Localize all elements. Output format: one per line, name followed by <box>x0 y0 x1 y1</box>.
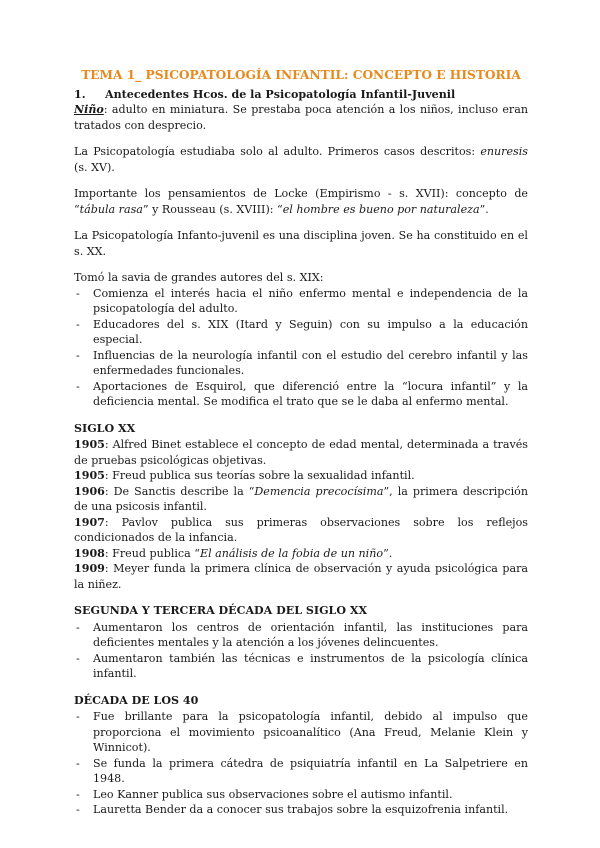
entry-text: ”, la primera descripción de una psicosis infantil. <box>74 484 528 513</box>
timeline-entry <box>74 546 528 562</box>
entry-year: 1905 <box>74 469 105 482</box>
list-item-text: Influencias de la neurología infantil con el estudio del cerebro infantil y las enfermedades funcionales. <box>93 348 528 377</box>
segunda-tercera-list <box>74 620 528 682</box>
list-item <box>74 709 528 756</box>
entry-text: ”. <box>383 546 393 560</box>
bullet-dash: - <box>76 317 80 331</box>
entry-italic: El análisis de la fobia de un niño <box>199 546 384 560</box>
timeline-entry <box>74 468 528 484</box>
heading-siglo-xx: SIGLO XX <box>74 421 136 435</box>
list-item <box>74 348 528 379</box>
bullet-dash: - <box>76 379 80 393</box>
entry-text: : De Sanctis describe la “ <box>104 484 255 498</box>
entry-text: : Alfred Binet establece el concepto de edad mental, determinada a través de pruebas psicológicas objetivas. <box>74 438 528 467</box>
heading-segunda-tercera: SEGUNDA Y TERCERA DÉCADA DEL SIGLO XX <box>74 604 368 617</box>
term-tabula-rasa: tábula rasa <box>79 202 143 216</box>
timeline-entry <box>74 437 528 468</box>
section-heading-text: Antecedentes Hcos. de la Psicopatología Infantil-Juvenil <box>105 87 456 101</box>
bullet-dash: - <box>76 286 80 300</box>
entry-italic: Demencia precocísima <box>254 484 384 498</box>
entry-year: 1909 <box>74 562 105 575</box>
bullet-dash: - <box>76 756 80 770</box>
entry-year: 1907 <box>74 515 105 529</box>
entry-text: : Freud publica sus teorías sobre la sexualidad infantil. <box>104 469 415 482</box>
timeline-entry <box>74 484 528 515</box>
quote-rousseau: el hombre es bueno por naturaleza <box>282 202 480 216</box>
paragraph-locke-b: ” y Rousseau (s. XVIII): “ <box>142 202 283 216</box>
entry-text: : Meyer funda la primera clínica de observación y ayuda psicológica para la niñez. <box>74 562 528 591</box>
paragraph-locke-c: ”. <box>479 202 489 216</box>
section-heading <box>74 87 528 103</box>
timeline-siglo-xx <box>74 437 528 592</box>
entry-year: 1908 <box>74 546 105 560</box>
paragraph-nino <box>74 102 528 133</box>
paragraph-adulto-text: La Psicopatología estudiaba solo al adulto. Primeros casos descritos: <box>74 145 481 158</box>
list-item-text: Fue brillante para la psicopatología infantil, debido al impulso que proporciona el movimiento psicoanalítico (Ana Freud, Melanie Klein y Winnicot). <box>93 710 528 754</box>
timeline-entry <box>74 515 528 546</box>
bullet-dash: - <box>76 620 80 634</box>
list-item-text: Se funda la primera cátedra de psiquiatría infantil en La Salpetriere en 1948. <box>93 756 528 785</box>
list-item <box>74 756 528 787</box>
paragraph-locke <box>74 186 528 217</box>
paragraph-adulto-after: (s. XV). <box>74 160 115 174</box>
list-item <box>74 286 528 317</box>
entry-text: : Pavlov publica sus primeras observaciones sobre los reflejos condicionados de la infancia. <box>74 515 528 544</box>
paragraph-nino-text: : adulto en miniatura. Se prestaba poca atención a los niños, incluso eran tratados con desprecio. <box>74 103 528 132</box>
list-item <box>74 787 528 803</box>
list-item-text: Aumentaron también las técnicas e instrumentos de la psicología clínica infantil. <box>93 651 528 680</box>
paragraph-adulto <box>74 144 528 175</box>
section-number: 1. <box>74 87 86 101</box>
paragraph-locke-a: Importante los pensamientos de Locke (Empirismo - s. XVII): concepto de “ <box>74 187 528 216</box>
bullet-dash: - <box>76 803 80 816</box>
list-item <box>74 317 528 348</box>
list-item <box>74 379 528 410</box>
heading-decada-40: DÉCADA DE LOS 40 <box>74 693 199 707</box>
list-item-text: Educadores del s. XIX (Itard y Seguin) con su impulso a la educación especial. <box>93 317 528 346</box>
list-item-text: Aumentaron los centros de orientación infantil, las instituciones para deficientes mentales y la atención a los jóvenes delincuentes. <box>93 620 528 649</box>
document-page <box>74 68 528 829</box>
entry-year: 1905 <box>74 438 105 451</box>
bullet-dash: - <box>76 787 80 801</box>
list-item <box>74 651 528 682</box>
list-item <box>74 802 528 818</box>
timeline-entry <box>74 561 528 592</box>
bullet-dash: - <box>76 348 80 362</box>
term-nino: Niño <box>74 103 104 116</box>
savia-list <box>74 286 528 410</box>
list-item-text: Aportaciones de Esquirol, que diferenció entre la “locura infantil” y la deficiencia mental. Se modifica el trato que se le daba al enfermo mental. <box>93 379 528 408</box>
list-item-text: Leo Kanner publica sus observaciones sobre el autismo infantil. <box>93 787 453 801</box>
list-item-text: Comienza el interés hacia el niño enfermo mental e independencia de la psicopatología del adulto. <box>93 286 528 315</box>
term-enuresis: enuresis <box>480 145 528 158</box>
paragraph-joven: La Psicopatología Infanto-juvenil es una disciplina joven. Se ha constituido en el s. XX. <box>74 229 528 258</box>
list-item <box>74 620 528 651</box>
entry-year: 1906 <box>74 484 105 498</box>
decada-40-list <box>74 709 528 818</box>
bullet-dash: - <box>76 651 80 665</box>
entry-text: : Freud publica “ <box>104 546 200 560</box>
savia-intro: Tomó la savia de grandes autores del s. XIX: <box>74 271 324 284</box>
bullet-dash: - <box>76 710 80 723</box>
list-item-text: Lauretta Bender da a conocer sus trabajos sobre la esquizofrenia infantil. <box>93 803 509 816</box>
page-title: TEMA 1_ PSICOPATOLOGÍA INFANTIL: CONCEPTO E HISTORIA <box>81 68 521 82</box>
